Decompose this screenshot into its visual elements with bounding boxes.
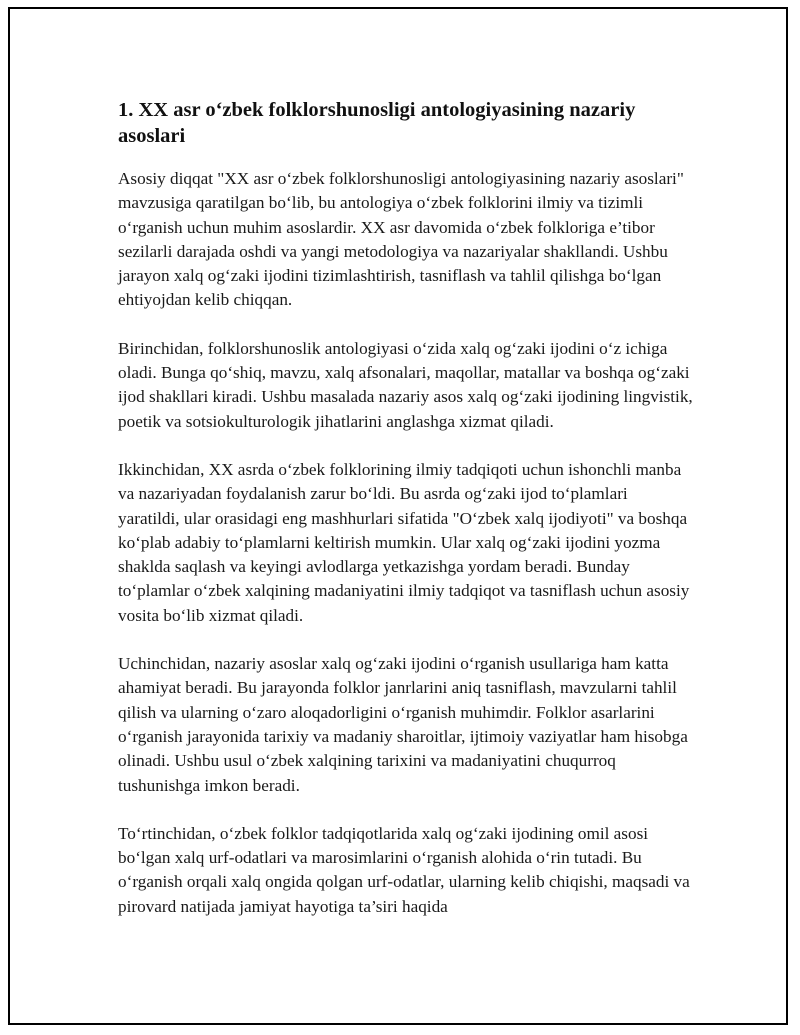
- paragraph-second: Ikkinchidan, XX asrda o‘zbek folklorining ilmiy tadqiqoti uchun ishonchli manba va nazariyadan foydalanish zarur bo‘ldi. Bu asrda og‘zaki ijod to‘plamlari yaratildi, ular orasidagi eng mashhurlari sifatida "O‘zbek xalq ijodiyoti" va boshqa ko‘plab adabiy to‘plamlarni keltirish mumkin. Ular xalq og‘zaki ijodini yozma shaklda saqlash va keyingi avlodlarga yetkazishga yordam beradi. Bunday to‘plamlar o‘zbek xalqining madaniyatini ilmiy tadqiqot va tasniflash uchun asosiy vosita bo‘lib xizmat qiladi.: [118, 459, 690, 625]
- section-heading: 1. XX asr o‘zbek folklorshunosligi antologiyasining nazariy asoslari: [118, 99, 636, 147]
- document-page: [8, 7, 788, 1025]
- paragraph-fourth: To‘rtinchidan, o‘zbek folklor tadqiqotlarida xalq og‘zaki ijodining omil asosi bo‘lgan xalq urf-odatlari va marosimlarini o‘rganish alohida o‘rin tutadi. Bu o‘rganish orqali xalq ongida qolgan urf-odatlar, ularning kelib chiqishi, maqsadi va pirovard natijada jamiyat hayotiga ta’siri haqida: [118, 823, 690, 916]
- paragraph-intro: Asosiy diqqat "XX asr o‘zbek folklorshunosligi antologiyasining nazariy asoslari" mavzusiga qaratilgan bo‘lib, bu antologiya o‘zbek folklorini ilmiy va tizimli o‘rganish uchun muhim asoslardir. XX asr davomida o‘zbek folkloriga e’tibor sezilarli darajada oshdi va yangi metodologiya va nazariyalar shakllandi. Ushbu jarayon xalq og‘zaki ijodini tizimlashtirish, tasniflash va tahlil qilishga bo‘lgan ehtiyojdan kelib chiqqan.: [118, 169, 684, 310]
- paragraph-third: Uchinchidan, nazariy asoslar xalq og‘zaki ijodini o‘rganish usullariga ham katta ahamiyat beradi. Bu jarayonda folklor janrlarini aniq tasniflash, mavzularni tahlil qilish va ularning o‘zaro aloqadorligini o‘rganish muhimdir. Folklor asarlarini o‘rganish jarayonida tarixiy va madaniy sharoitlar, ijtimoiy vaziyatlar ham hisobga olinadi. Ushbu usul o‘zbek xalqining tarixini va madaniyatini chuqurroq tushunishga imkon beradi.: [118, 654, 688, 795]
- paragraph-first: Birinchidan, folklorshunoslik antologiyasi o‘zida xalq og‘zaki ijodini o‘z ichiga oladi. Bunga qo‘shiq, mavzu, xalq afsonalari, maqollar, matallar va boshqa og‘zaki ijod shakllari kiradi. Ushbu masalada nazariy asos xalq og‘zaki ijodining lingvistik, poetik va sotsiokulturologik jihatlarini anglashga xizmat qiladi.: [118, 338, 693, 431]
- document-body: [118, 97, 693, 943]
